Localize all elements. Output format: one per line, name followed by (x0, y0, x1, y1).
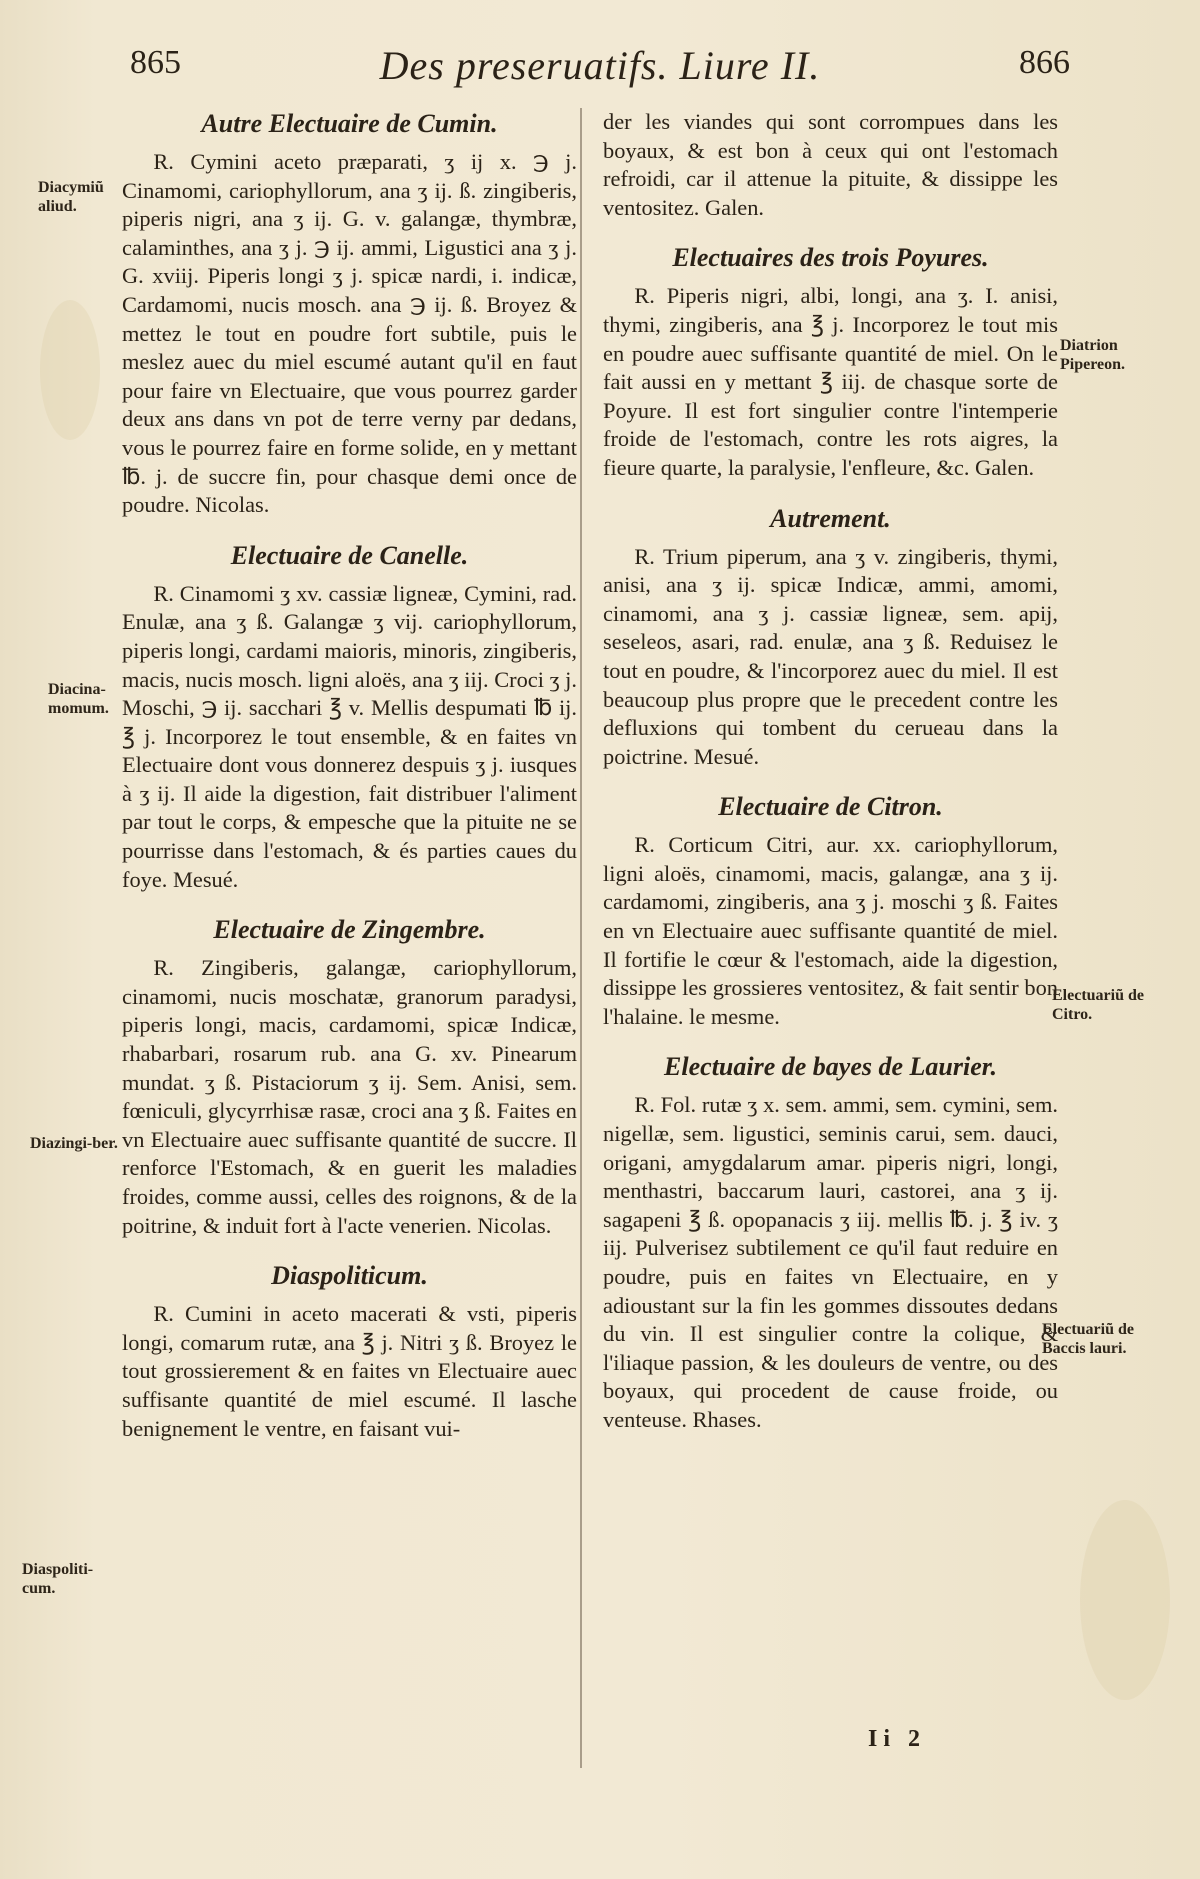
section-body: der les viandes qui sont corrompues dans les boyaux, & est bon à ceux qui ont l'estomach refroidi, car il attenue la pituite, & dissippe les ventositez. Galen. (603, 109, 1058, 220)
section-title: Autre Electuaire de Cumin. (201, 109, 498, 138)
margin-note-diatrion: Diatrion Pipereon. (1060, 337, 1126, 373)
section-title: Diaspoliticum. (271, 1261, 428, 1291)
page-header (130, 44, 1070, 94)
paper-stain (40, 300, 100, 440)
column-rule (580, 108, 582, 1768)
running-title: Des preseruatifs. Liure II. (379, 43, 821, 88)
paper-stain (1080, 1500, 1170, 1700)
section-zingembre (122, 914, 577, 1240)
margin-note-diaspoliticum: Diaspoliti-cum. (22, 1561, 94, 1597)
left-column (122, 108, 577, 1463)
signature-mark: Ii 2 (868, 1726, 927, 1752)
margin-note-diacymin: Diacymiũ aliud. (38, 179, 104, 215)
section-diaspoliticum (122, 1260, 577, 1443)
section-body: R. Cymini aceto præparati, ʒ ij x. ℈ j. Cinamomi, cariophyllorum, ana ʒ ij. ß. zingiberis, piperis nigri, ana ʒ ij. G. v. galangæ, thymbræ, calaminthes, ana ʒ j. ℈ ij. ammi, Ligustici ana ʒ j. G. xviij. Piperis longi ʒ j. spicæ nardi, i. indicæ, Cardamomi, nucis mosch. ana ℈ ij. ß. Broyez & mettez le tout en poudre fort subtile, puis le meslez auec du miel escumé autant qu'il en faut pour faire vn Electuaire, que vous pourrez garder deux ans dans vn pot de terre verny par dedans, vous le pourrez faire en forme solide, en y mettant ℔. j. de succre fin, pour chasque demi once de poudre. Nicolas. (122, 149, 577, 518)
page-number-right: 866 (1019, 44, 1070, 81)
margin-note-baccis: Electuariũ de Baccis lauri. (1042, 1321, 1134, 1357)
margin-note-diazingiber: Diazingi-ber. (30, 1135, 118, 1152)
section-body: R. Trium piperum, ana ʒ v. zingiberis, thymi, anisi, ana ʒ ij. spicæ Indicæ, ammi, amomi, cinamomi, ana ʒ j. cassiæ ligneæ, sem. apij, seseleos, asari, rad. enulæ, ana ʒ ß. Reduisez le tout en poudre, & l'incorporez auec du miel. Il est beaucoup plus propre que le precedent contre les defluxions qui tombent du cerueau dans la poictrine. Mesué. (603, 543, 1058, 769)
section-continuation (603, 108, 1058, 222)
section-laurier (603, 1051, 1058, 1434)
section-title: Electuaire de Zingembre. (213, 915, 486, 945)
margin-note-citron: Electuariũ de Citro. (1052, 987, 1144, 1023)
section-title: Electuaire de Canelle. (230, 540, 469, 570)
section-title: Electuaires des trois Poyures. (672, 243, 989, 273)
section-cumin (122, 108, 577, 520)
section-body: R. Piperis nigri, albi, longi, ana ʒ. I. anisi, thymi, zingiberis, ana ℥ j. Incorporez le tout mis en poudre auec suffisante quantité de miel. On le fait aussi en y mettant ℥ iij. de chasque sorte de Poyure. Il est fort singulier contre l'intemperie froide de l'estomach, contre les rots aigres, la fieure quarte, la paralysie, l'enfleure, &c. Galen. (603, 283, 1058, 480)
section-body: R. Cinamomi ʒ xv. cassiæ ligneæ, Cymini, rad. Enulæ, ana ʒ ß. Galangæ ʒ vij. cariophyllorum, piperis longi, cardami maioris, minoris, zingiberis, macis, nucis mosch. ligni aloës, ana ʒ iij. Croci ʒ j. Moschi, ℈ ij. sacchari ℥ v. Mellis despumati ℔ ij. ℥ j. Incorporez le tout ensemble, & en faites vn Electuaire dont vous donnerez despuis ʒ j. iusques à ʒ ij. Il aide la digestion, fait distribuer l'aliment par tout le corps, & empesche que la pituite ne se pourrisse dans l'estomach, & és parties caues du foye. Mesué. (122, 580, 577, 892)
section-body: R. Corticum Citri, aur. xx. cariophyllorum, ligni aloës, cinamomi, macis, galangæ, ana ʒ ij. cardamomi, zingiberis, ana ʒ j. moschi ʒ ß. Faites en vn Electuaire auec suffisante quantité de miel. Il fortifie le cœur & l'estomach, aide la digestion, dissippe les grossieres ventositez, & fait sentir bon l'halaine. le mesme. (603, 832, 1058, 1029)
section-canelle (122, 540, 577, 895)
section-autrement (603, 503, 1058, 772)
margin-note-diacinamomum: Diacina-momum. (48, 681, 109, 717)
section-body: R. Cumini in aceto macerati & vsti, piperis longi, comarum rutæ, ana ℥ j. Nitri ʒ ß. Broyez le tout grossierement & en faites vn Electuaire auec suffisante quantité de miel escumé. Il lasche benignement le ventre, en faisant vui- (122, 1301, 577, 1441)
section-title: Electuaire de bayes de Laurier. (664, 1052, 997, 1082)
right-column (603, 108, 1058, 1455)
section-citron (603, 791, 1058, 1031)
page-number-left: 865 (130, 44, 181, 81)
section-title: Electuaire de Citron. (718, 792, 943, 822)
section-title: Autrement. (770, 503, 891, 533)
section-body: R. Fol. rutæ ʒ x. sem. ammi, sem. cymini, sem. nigellæ, sem. ligustici, seminis carui, sem. dauci, origani, amygdalarum amar. piperis nigri, longi, menthastri, baccarum lauri, castorei, ana ʒ ij. sagapeni ℥ ß. opopanacis ʒ iij. mellis ℔. j. ℥ iv. ʒ iij. Pulverisez subtilement ce qu'il faut reduire en poudre, puis en faites vn Electuaire, en y adioustant sur la fin les gommes dissoutes dedans du vin. Il est singulier contre la colique, & l'iliaque passion, & les douleurs de ventre, ou des boyaux, qui procedent de cause froide, ou venteuse. Rhases. (603, 1092, 1058, 1432)
section-trois-poyures (603, 242, 1058, 482)
section-body: R. Zingiberis, galangæ, cariophyllorum, cinamomi, nucis moschatæ, granorum paradysi, piperis longi, macis, cardamomi, spicæ Indicæ, rhabarbari, rosarum rub. ana G. xv. Pinearum mundat. ʒ ß. Pistaciorum ʒ ij. Sem. Anisi, sem. fœniculi, glycyrrhisæ rasæ, croci ana ʒ ß. Faites en vn Electuaire auec suffisante quantité de succre. Il renforce l'Estomach, & en guerit les maladies froides, comme aussi, celles des roignons, & de la poitrine, & induit fort à l'acte venerien. Nicolas. (122, 955, 577, 1238)
